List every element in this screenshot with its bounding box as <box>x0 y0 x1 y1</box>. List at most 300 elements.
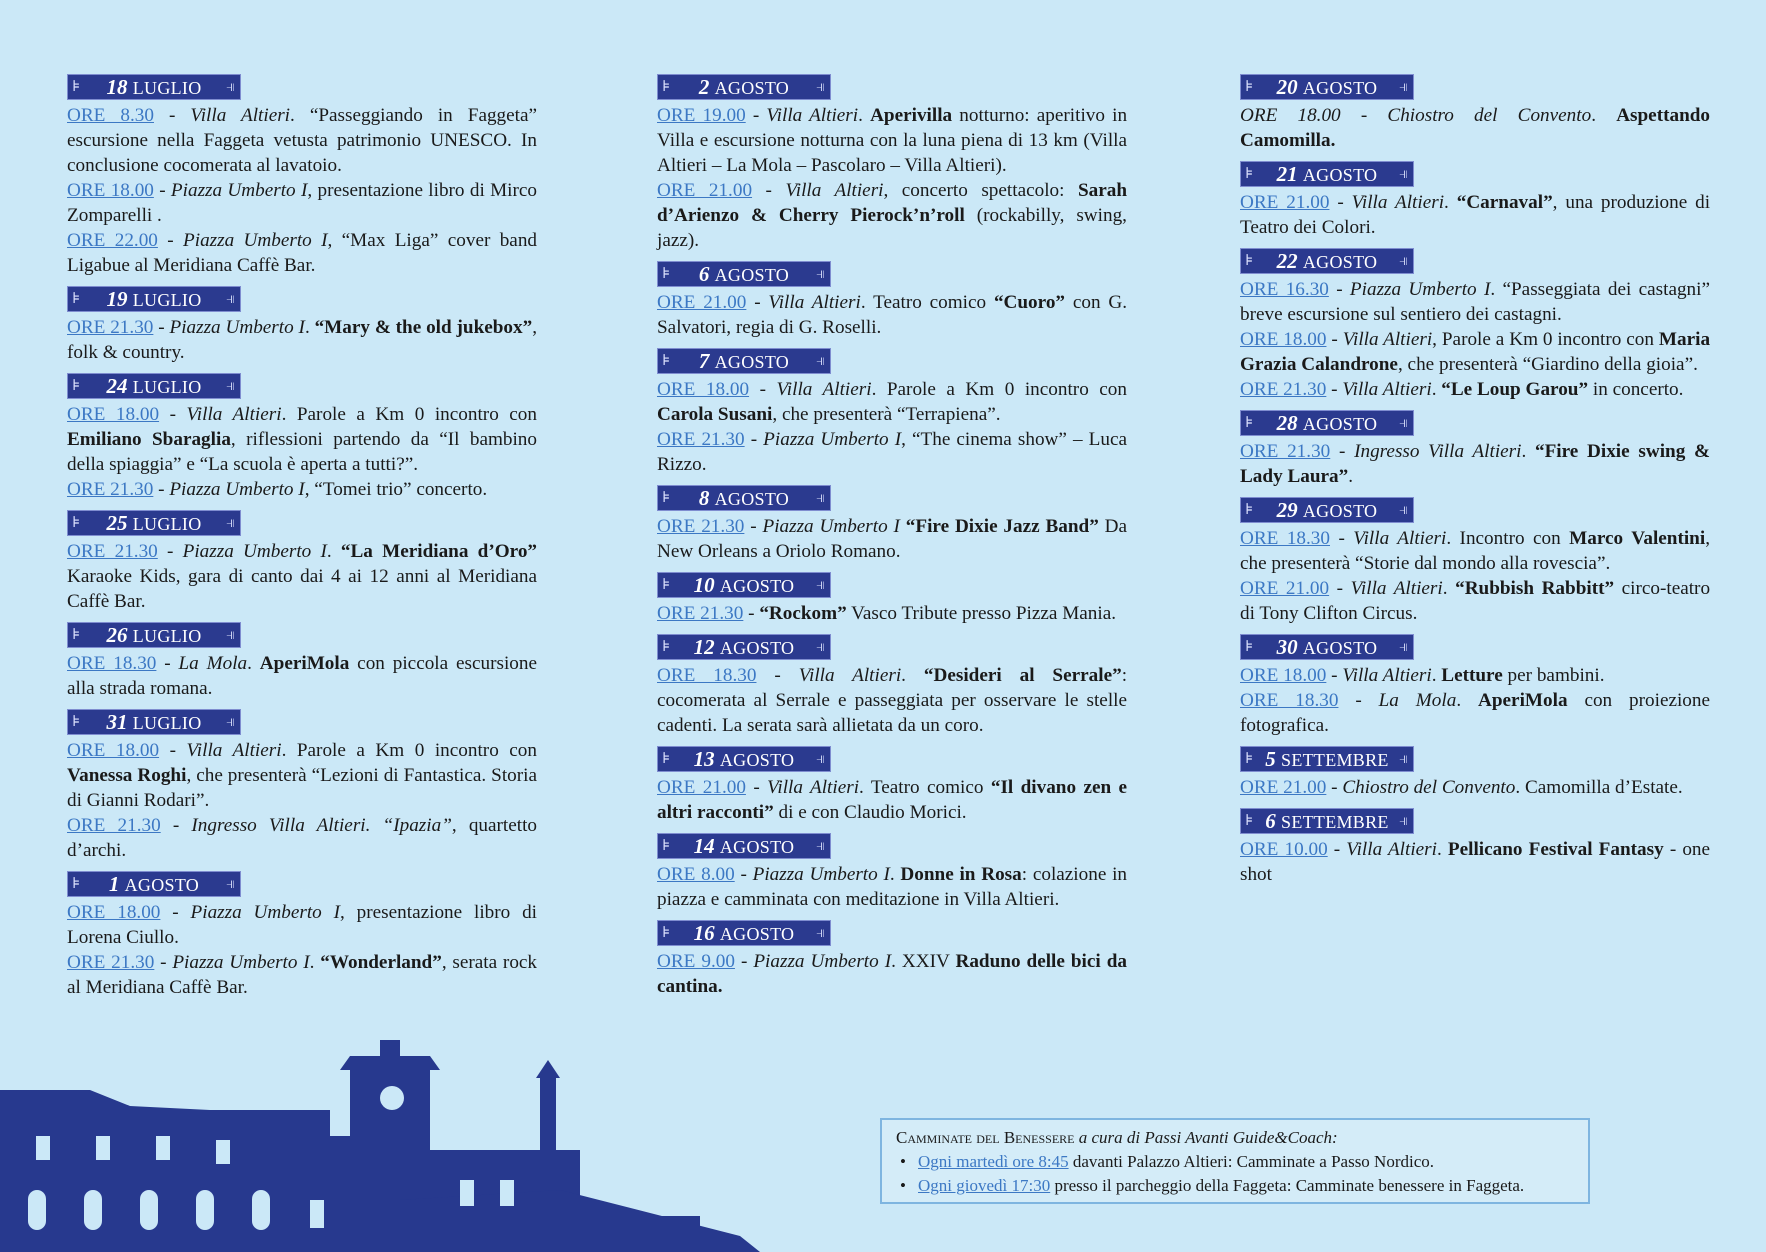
date-header <box>1240 634 1414 660</box>
event-text: . <box>1521 441 1535 462</box>
event-location: Piazza Umberto I <box>752 864 890 885</box>
event-entry <box>657 601 1127 626</box>
event-location: Villa Altieri <box>1342 379 1432 400</box>
event-text: , Parole a Km 0 incontro con <box>1432 329 1659 350</box>
event-entry: ORE 18.00 - Villa Altieri, Parole a Km 0 incontro con Maria Grazia Calandrone, che presenterà “Giardino della gioia”. <box>1240 329 1711 375</box>
event-time[interactable]: ORE 21.30 <box>67 317 154 338</box>
event-highlight: “Fire Dixie Jazz Band” <box>905 516 1099 537</box>
event-time[interactable]: ORE 21.00 <box>1240 777 1327 798</box>
date-header <box>67 622 241 648</box>
walks-box <box>880 1118 1590 1204</box>
ornament-right-icon: ⫣ <box>225 378 235 394</box>
date-day: 6 <box>698 262 710 286</box>
event-entry: ORE 21.30 - Piazza Umberto I. “La Meridiana d’Oro” Karaoke Kids, gara di canto dai 4 ai 12 anni al Meridiana Caffè Bar. <box>67 541 538 612</box>
village-skyline-illustration <box>0 1040 760 1252</box>
event-entry: ORE 9.00 - Piazza Umberto I. XXIV Raduno delle bici da cantina. <box>657 951 1127 997</box>
event-highlight: AperiMola <box>259 653 350 674</box>
date-header <box>67 373 241 399</box>
ornament-left-icon: ⊧ <box>662 490 671 506</box>
walks-item-link[interactable]: Ogni martedì ore 8:45 <box>918 1152 1069 1171</box>
ornament-left-icon: ⊧ <box>662 79 671 95</box>
event-text: . Parole a Km 0 incontro con <box>281 404 537 425</box>
date-day: 26 <box>106 623 128 647</box>
event-entry: ORE 21.00 - Villa Altieri. “Carnaval”, una produzione di Teatro dei Colori. <box>1240 192 1711 238</box>
event-location: Piazza Umberto I <box>763 429 902 450</box>
ornament-left-icon: ⊧ <box>1245 415 1254 431</box>
date-header <box>67 510 241 536</box>
ornament-left-icon: ⊧ <box>1245 502 1254 518</box>
event-time[interactable]: ORE 18.00 <box>67 180 154 201</box>
event-text: . Camomilla d’Estate. <box>1515 777 1683 798</box>
ornament-left-icon: ⊧ <box>72 714 81 730</box>
event-location: La Mola <box>1378 690 1457 711</box>
event-highlight: Carola Susani <box>657 404 773 425</box>
ornament-left-icon: ⊧ <box>662 838 671 854</box>
date-day: 6 <box>1265 809 1276 833</box>
program-column-1 <box>67 74 537 1000</box>
date-header <box>67 74 241 100</box>
event-highlight: “La Meridiana d’Oro” <box>340 541 538 562</box>
ornament-left-icon: ⊧ <box>72 627 81 643</box>
date-header <box>67 709 241 735</box>
event-text-after: : colazione in piazza e camminata con meditazione in Villa Altieri. <box>657 864 1128 910</box>
event-time[interactable]: ORE 21.30 <box>67 815 161 836</box>
event-text: . <box>1591 105 1617 126</box>
date-header <box>67 871 241 897</box>
program-column-2 <box>657 74 1127 999</box>
event-location: Villa Altieri <box>768 292 861 313</box>
event-location: Piazza Umberto I <box>753 951 892 972</box>
event-text: . “Passeggiata dei castagni” breve escursione sul sentiero dei castagni. <box>1240 279 1710 325</box>
event-entry: ORE 18.00 - Villa Altieri. Parole a Km 0 incontro con Vanessa Roghi, che presenterà “Lezioni di Fantastica. Storia di Gianni Rodari”. <box>67 740 538 811</box>
event-text: . <box>901 665 924 686</box>
event-time[interactable]: ORE 19.00 <box>657 105 746 126</box>
event-text-after: , una produzione di Teatro dei Colori. <box>1240 192 1711 238</box>
event-text: . Parole a Km 0 incontro con <box>281 740 537 761</box>
event-location: Piazza Umberto I <box>762 516 900 537</box>
event-location: Piazza Umberto I <box>190 902 341 923</box>
event-highlight: AperiMola <box>1478 690 1568 711</box>
ornament-right-icon: ⫣ <box>1398 751 1408 767</box>
event-time[interactable]: ORE 21.30 <box>657 429 745 450</box>
date-header <box>1240 746 1414 772</box>
event-highlight: Vanessa Roghi <box>67 765 187 786</box>
event-entry: ORE 18.00 - Chiostro del Convento. Aspettando Camomilla. <box>1240 105 1711 151</box>
event-entry: ORE 18.00 - Piazza Umberto I, presentazione libro di Lorena Ciullo. <box>67 902 538 948</box>
event-text-after: , folk & country. <box>67 317 538 363</box>
date-day: 8 <box>698 486 710 510</box>
event-text: . XXIV <box>891 951 956 972</box>
event-time: ORE 18.00 <box>1240 105 1341 126</box>
date-day: 5 <box>1265 747 1276 771</box>
ornament-left-icon: ⊧ <box>72 876 81 892</box>
date-header <box>1240 808 1414 834</box>
event-text-after: Vasco Tribute presso Pizza Mania. <box>846 603 1117 624</box>
date-header <box>1240 410 1414 436</box>
event-highlight: Marco Valentini <box>1569 528 1706 549</box>
event-highlight: “Il divano zen e altri racconti” <box>657 777 1128 823</box>
event-entry: ORE 21.30 - Piazza Umberto I. “Wonderland”, serata rock al Meridiana Caffè Bar. <box>67 952 538 998</box>
event-highlight: Emiliano Sbaraglia <box>67 429 231 450</box>
ornament-right-icon: ⫣ <box>225 291 235 307</box>
event-entry: ORE 8.30 - Villa Altieri. “Passeggiando in Faggeta” escursione nella Faggeta vetusta patrimonio UNESCO. In conclusione cocomerata al lavatoio. <box>67 105 538 176</box>
event-location: Piazza Umberto I <box>172 952 310 973</box>
ornament-left-icon: ⊧ <box>1245 166 1254 182</box>
ornament-right-icon: ⫣ <box>815 577 825 593</box>
event-location: Villa Altieri <box>1350 578 1443 599</box>
event-highlight: “Rockom” <box>759 603 847 624</box>
event-text: . <box>858 105 871 126</box>
event-highlight: Donne in Rosa <box>900 864 1022 885</box>
walks-title: Camminate del Benessere a cura di Passi Avanti Guide&Coach: <box>896 1128 1338 1147</box>
event-highlight: Letture <box>1441 665 1503 686</box>
event-text-after: . <box>1348 466 1354 487</box>
ornament-left-icon: ⊧ <box>1245 79 1254 95</box>
event-highlight: “Rubbish Rabbitt” <box>1455 578 1615 599</box>
event-time[interactable]: ORE 8.00 <box>657 864 735 885</box>
event-time[interactable]: ORE 18.00 <box>67 404 160 425</box>
event-entry: ORE 18.00 - Villa Altieri. Parole a Km 0 incontro con Carola Susani, che presenterà “Terrapiena”. <box>657 379 1127 425</box>
ornament-left-icon: ⊧ <box>72 291 81 307</box>
ornament-right-icon: ⫣ <box>1398 813 1408 829</box>
date-month: AGOSTO <box>719 837 795 857</box>
event-text: , presentazione libro di Mirco Zomparelli . <box>67 180 537 226</box>
date-day: 2 <box>698 75 710 99</box>
event-text-after: , che presenterà “Giardino della gioia”. <box>1397 354 1698 375</box>
event-entry: ORE 21.30 - Piazza Umberto I. “Mary & the old jukebox”, folk & country. <box>67 317 538 363</box>
event-text-after: Karaoke Kids, gara di canto dai 4 ai 12 anni al Meridiana Caffè Bar. <box>67 566 537 612</box>
date-month: LUGLIO <box>132 78 202 98</box>
event-location: Chiostro del Convento <box>1387 105 1592 126</box>
event-time[interactable]: ORE 21.00 <box>1240 192 1330 213</box>
event-entry: ORE 10.00 - Villa Altieri. Pellicano Festival Fantasy - one shot <box>1240 839 1711 885</box>
event-location: Piazza Umberto I <box>169 317 305 338</box>
event-entry: ORE 21.30 - Piazza Umberto I, “The cinema show” – Luca Rizzo. <box>657 429 1128 475</box>
event-time[interactable]: ORE 21.30 <box>67 541 158 562</box>
ornament-right-icon: ⫣ <box>815 639 825 655</box>
ornament-right-icon: ⫣ <box>1398 79 1408 95</box>
event-time[interactable]: ORE 18.00 <box>67 902 161 923</box>
event-entry: ORE 18.30 - Villa Altieri. “Desideri al Serrale”: cocomerata al Serrale e passeggiata per osservare le stelle cadenti. La serata sarà allietata da un coro. <box>657 665 1128 736</box>
date-header <box>657 634 831 660</box>
event-text-after: (rockabilly, swing, jazz). <box>657 205 1127 251</box>
event-text: . Teatro comico <box>859 777 991 798</box>
date-month: AGOSTO <box>1302 501 1378 521</box>
event-highlight: “Cuoro” <box>993 292 1066 313</box>
date-header <box>1240 161 1414 187</box>
event-entry: ORE 21.30 - Ingresso Villa Altieri. “Ipazia”, quartetto d’archi. <box>67 815 538 861</box>
date-month: LUGLIO <box>132 377 202 397</box>
event-text-after: , riflessioni partendo da “Il bambino della spiaggia” e “La scuola è aperta a tutti?”. <box>67 429 537 475</box>
date-day: 29 <box>1276 498 1298 522</box>
event-text: , quartetto d’archi. <box>67 815 538 861</box>
date-day: 18 <box>106 75 128 99</box>
date-header <box>657 348 831 374</box>
event-time[interactable]: ORE 21.30 <box>657 516 745 537</box>
walks-item-link[interactable]: Ogni giovedì 17:30 <box>918 1176 1051 1195</box>
event-location: Piazza Umberto I <box>170 180 308 201</box>
date-month: AGOSTO <box>714 352 790 372</box>
date-day: 28 <box>1276 411 1298 435</box>
event-location: Villa Altieri <box>1342 329 1433 350</box>
date-month: AGOSTO <box>1302 638 1378 658</box>
event-text: , concerto spettacolo: <box>883 180 1078 201</box>
ornament-right-icon: ⫣ <box>815 490 825 506</box>
ornament-right-icon: ⫣ <box>225 515 235 531</box>
event-text: . <box>309 952 321 973</box>
ornament-right-icon: ⫣ <box>1398 639 1408 655</box>
ornament-left-icon: ⊧ <box>72 515 81 531</box>
event-text: . Teatro comico <box>860 292 994 313</box>
date-header <box>657 74 831 100</box>
event-location: Villa Altieri <box>190 105 291 126</box>
date-month: AGOSTO <box>1302 78 1378 98</box>
event-location: Ingresso Villa Altieri <box>1354 441 1522 462</box>
date-month: LUGLIO <box>132 626 202 646</box>
date-header <box>1240 74 1414 100</box>
event-highlight: Maria Grazia Calandrone <box>1240 329 1711 375</box>
event-text: . <box>1444 192 1457 213</box>
event-time[interactable]: ORE 18.00 <box>657 379 750 400</box>
event-text: . <box>304 317 315 338</box>
date-day: 14 <box>693 834 715 858</box>
ornament-left-icon: ⊧ <box>1245 253 1254 269</box>
date-header <box>67 286 241 312</box>
event-time[interactable]: ORE 21.00 <box>657 180 753 201</box>
walks-item: • Ogni giovedì 17:30 presso il parcheggio della Faggeta: Camminate benessere in Faggeta. <box>896 1174 1574 1198</box>
ornament-right-icon: ⫣ <box>815 266 825 282</box>
event-location: Villa Altieri <box>186 404 282 425</box>
event-highlight: “Fire Dixie swing & Lady Laura” <box>1240 441 1710 487</box>
event-time[interactable]: ORE 22.00 <box>67 230 158 251</box>
date-month: SETTEMBRE <box>1281 812 1389 832</box>
ornament-right-icon: ⫣ <box>1398 253 1408 269</box>
ornament-right-icon: ⫣ <box>815 925 825 941</box>
event-entry: ORE 21.00 - Chiostro del Convento. Camomilla d’Estate. <box>1240 777 1683 798</box>
event-text-after: , che presenterà “Terrapiena”. <box>772 404 1001 425</box>
event-text-after: : cocomerata al Serrale e passeggiata per osservare le stelle cadenti. La serata sarà allietata da un coro. <box>657 665 1128 736</box>
event-location: Villa Altieri <box>798 665 902 686</box>
event-location: Villa Altieri <box>1342 665 1432 686</box>
date-header <box>657 746 831 772</box>
event-time[interactable]: ORE 18.00 <box>67 740 160 761</box>
event-text-after: notturno: aperitivo in Villa e escursione notturna con la luna piena di 13 km (Villa Altieri – La Mola – Pascolaro – Villa Altieri). <box>657 105 1128 176</box>
skyline-silhouette <box>0 1040 760 1252</box>
event-time[interactable]: ORE 18.30 <box>657 665 757 686</box>
date-header <box>657 261 831 287</box>
event-entry: ORE 18.00 - Villa Altieri. Letture per bambini. <box>1240 665 1605 686</box>
event-location: Villa Altieri <box>766 105 859 126</box>
ornament-left-icon: ⊧ <box>1245 751 1254 767</box>
event-location: Villa Altieri <box>1351 192 1445 213</box>
event-text: . <box>889 864 901 885</box>
ornament-right-icon: ⫣ <box>1398 502 1408 518</box>
date-month: SETTEMBRE <box>1281 750 1389 770</box>
ornament-left-icon: ⊧ <box>72 378 81 394</box>
date-day: 31 <box>106 710 128 734</box>
event-time[interactable]: ORE 21.30 <box>67 479 154 500</box>
date-day: 21 <box>1276 162 1298 186</box>
event-text: . Incontro con <box>1446 528 1570 549</box>
date-month: AGOSTO <box>719 750 795 770</box>
event-highlight: “Carnaval” <box>1456 192 1553 213</box>
date-day: 13 <box>693 747 715 771</box>
event-text-after: con G. Salvatori, regia di G. Roselli. <box>657 292 1128 338</box>
date-day: 12 <box>693 635 715 659</box>
event-text: . Parole a Km 0 incontro con <box>871 379 1127 400</box>
event-time[interactable]: ORE 18.30 <box>1240 690 1339 711</box>
event-text-after: , serata rock al Meridiana Caffè Bar. <box>67 952 538 998</box>
event-text-after: con piccola escursione alla strada romana. <box>67 653 537 699</box>
date-header <box>657 572 831 598</box>
event-entry: ORE 18.30 - La Mola. AperiMola con piccola escursione alla strada romana. <box>67 653 537 699</box>
event-text-after: in concerto. <box>1588 379 1684 400</box>
event-text: , presentazione libro di Lorena Ciullo. <box>67 902 538 948</box>
date-month: AGOSTO <box>719 576 795 596</box>
event-time[interactable]: ORE 21.00 <box>657 777 746 798</box>
date-month: AGOSTO <box>719 924 795 944</box>
ornament-left-icon: ⊧ <box>662 266 671 282</box>
event-location: Piazza Umberto I <box>183 230 328 251</box>
event-entry: ORE 18.30 - Villa Altieri. Incontro con Marco Valentini, che presenterà “Storie dal mondo alla rovescia”. <box>1240 528 1710 574</box>
event-text: . <box>1431 665 1442 686</box>
date-day: 20 <box>1276 75 1298 99</box>
event-time[interactable]: ORE 8.30 <box>67 105 154 126</box>
event-text: . <box>247 653 260 674</box>
date-month: AGOSTO <box>1302 414 1378 434</box>
ornament-right-icon: ⫣ <box>815 79 825 95</box>
date-month: AGOSTO <box>714 78 790 98</box>
ornament-left-icon: ⊧ <box>1245 639 1254 655</box>
date-day: 16 <box>693 921 715 945</box>
event-time[interactable]: ORE 18.00 <box>1240 329 1327 350</box>
event-location: Piazza Umberto I <box>169 479 305 500</box>
ornament-left-icon: ⊧ <box>662 925 671 941</box>
event-time[interactable]: ORE 21.30 <box>1240 441 1331 462</box>
ornament-left-icon: ⊧ <box>662 353 671 369</box>
event-entry: ORE 19.00 - Villa Altieri. Aperivilla notturno: aperitivo in Villa e escursione notturna con la luna piena di 13 km (Villa Altieri – La Mola – Pascolaro – Villa Altieri). <box>657 105 1128 176</box>
event-entry: ORE 18.00 - Piazza Umberto I, presentazione libro di Mirco Zomparelli . <box>67 180 537 226</box>
event-location: Ingresso Villa Altieri. “Ipazia” <box>191 815 452 836</box>
event-entry: ORE 21.00 - Villa Altieri, concerto spettacolo: Sarah d’Arienzo & Cherry Pierock’n’roll (rockabilly, swing, jazz). <box>657 180 1128 251</box>
event-text-after: di e con Claudio Morici. <box>773 802 967 823</box>
event-time[interactable]: ORE 21.00 <box>657 292 747 313</box>
ornament-left-icon: ⊧ <box>72 79 81 95</box>
date-month: AGOSTO <box>1302 165 1378 185</box>
program-column-3 <box>1240 74 1710 887</box>
event-text: . “Passeggiando in Faggeta” escursione nella Faggeta vetusta patrimonio UNESCO. In conclusione cocomerata al lavatoio. <box>67 105 538 176</box>
event-text-after: , che presenterà “Lezioni di Fantastica. Storia di Gianni Rodari”. <box>67 765 538 811</box>
event-location: Villa Altieri <box>785 180 884 201</box>
date-month: AGOSTO <box>719 638 795 658</box>
event-text: . <box>1436 839 1448 860</box>
event-location: Chiostro del Convento <box>1342 777 1516 798</box>
event-time[interactable]: ORE 21.30 <box>657 603 744 624</box>
date-day: 25 <box>106 511 128 535</box>
ornament-left-icon: ⊧ <box>662 751 671 767</box>
event-entry: ORE 21.30 - Ingresso Villa Altieri. “Fire Dixie swing & Lady Laura”. <box>1240 441 1710 487</box>
date-header <box>1240 248 1414 274</box>
event-location: Piazza Umberto I <box>1349 279 1491 300</box>
date-month: LUGLIO <box>132 713 202 733</box>
date-month: AGOSTO <box>714 489 790 509</box>
ornament-right-icon: ⫣ <box>1398 415 1408 431</box>
walks-item: • Ogni martedì ore 8:45 davanti Palazzo Altieri: Camminate a Passo Nordico. <box>896 1150 1574 1174</box>
ornament-right-icon: ⫣ <box>815 838 825 854</box>
event-text-after: - one shot <box>1240 839 1711 885</box>
event-highlight: Raduno delle bici da cantina. <box>657 951 1127 997</box>
event-time[interactable]: ORE 9.00 <box>657 951 735 972</box>
event-entry: ORE 8.00 - Piazza Umberto I. Donne in Rosa: colazione in piazza e camminata con meditazione in Villa Altieri. <box>657 864 1128 910</box>
event-highlight: Pellicano Festival Fantasy <box>1447 839 1664 860</box>
ornament-right-icon: ⫣ <box>815 353 825 369</box>
date-day: 30 <box>1276 635 1298 659</box>
event-text: . <box>1456 690 1479 711</box>
event-entry: ORE 18.30 - La Mola. AperiMola con proiezione fotografica. <box>1240 690 1711 736</box>
event-text: . <box>1442 578 1456 599</box>
event-location: Piazza Umberto I <box>182 541 327 562</box>
ornament-right-icon: ⫣ <box>1398 166 1408 182</box>
event-time[interactable]: ORE 18.30 <box>67 653 157 674</box>
event-text-after: con proiezione fotografica. <box>1240 690 1711 736</box>
ornament-left-icon: ⊧ <box>662 639 671 655</box>
date-header <box>657 485 831 511</box>
event-location: Villa Altieri <box>1353 528 1447 549</box>
event-entry: ORE 18.00 - Villa Altieri. Parole a Km 0 incontro con Emiliano Sbaraglia, riflessioni partendo da “Il bambino della spiaggia” e “La scuola è aperta a tutti?”. <box>67 404 537 475</box>
ornament-right-icon: ⫣ <box>225 79 235 95</box>
event-text-after: , che presenterà “Storie dal mondo alla rovescia”. <box>1240 528 1710 574</box>
event-time[interactable]: ORE 18.30 <box>1240 528 1330 549</box>
event-highlight: “Wonderland” <box>320 952 442 973</box>
date-day: 22 <box>1276 249 1298 273</box>
event-entry: ORE 21.30 - Villa Altieri. “Le Loup Garou” in concerto. <box>1240 379 1684 400</box>
event-text: , “Tomei trio” concerto. <box>304 479 488 500</box>
ornament-left-icon: ⊧ <box>1245 813 1254 829</box>
date-day: 24 <box>106 374 128 398</box>
ornament-right-icon: ⫣ <box>225 627 235 643</box>
event-time[interactable]: ORE 21.30 <box>1240 379 1327 400</box>
ornament-left-icon: ⊧ <box>662 577 671 593</box>
event-highlight: “Desideri al Serrale” <box>923 665 1122 686</box>
event-location: Villa Altieri <box>767 777 860 798</box>
event-text: , “Max Liga” cover band Ligabue al Meridiana Caffè Bar. <box>67 230 538 276</box>
event-time[interactable]: ORE 18.00 <box>1240 665 1327 686</box>
event-entry: ORE 21.00 - Villa Altieri. Teatro comico “Il divano zen e altri racconti” di e con Claudio Morici. <box>657 777 1128 823</box>
event-highlight: Aperivilla <box>870 105 953 126</box>
date-header <box>657 833 831 859</box>
ornament-right-icon: ⫣ <box>225 714 235 730</box>
date-day: 10 <box>693 573 715 597</box>
event-text: . <box>326 541 341 562</box>
event-text: , “The cinema show” – Luca Rizzo. <box>657 429 1128 475</box>
ornament-right-icon: ⫣ <box>225 876 235 892</box>
event-location: La Mola <box>178 653 248 674</box>
event-time[interactable]: ORE 21.00 <box>1240 578 1330 599</box>
event-location: Villa Altieri <box>186 740 282 761</box>
event-time[interactable]: ORE 21.30 <box>67 952 155 973</box>
event-entry: ORE 21.30 - Piazza Umberto I “Fire Dixie Jazz Band” Da New Orleans a Oriolo Romano. <box>657 516 1128 562</box>
event-time[interactable]: ORE 10.00 <box>1240 839 1328 860</box>
date-header <box>657 920 831 946</box>
date-day: 7 <box>698 349 710 373</box>
event-text-after: per bambini. <box>1502 665 1605 686</box>
date-day: 1 <box>108 872 120 896</box>
event-entry: ORE 21.30 - Piazza Umberto I, “Tomei trio” concerto. <box>67 479 488 500</box>
date-month: LUGLIO <box>132 514 202 534</box>
event-time[interactable]: ORE 16.30 <box>1240 279 1329 300</box>
date-month: LUGLIO <box>132 290 202 310</box>
event-highlight: Aspettando Camomilla. <box>1240 105 1711 151</box>
